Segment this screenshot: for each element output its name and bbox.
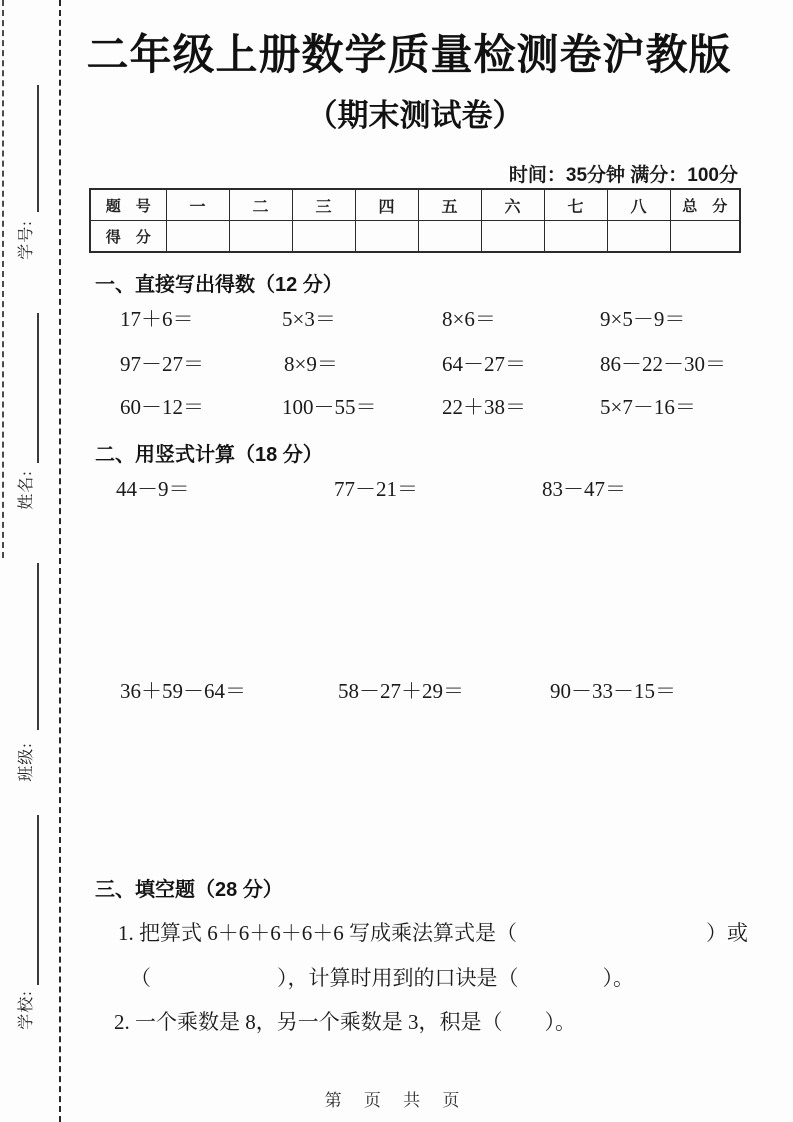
equation: 97－27＝ xyxy=(120,352,204,376)
column-header: 四 xyxy=(355,189,418,221)
student-id-label: 学号: xyxy=(18,220,35,260)
score-obtained-label: 得 分 xyxy=(90,221,166,253)
equation: 9×5－9＝ xyxy=(600,307,686,331)
column-header: 一 xyxy=(166,189,229,221)
page-footer: 第 页 共 页 xyxy=(324,1091,469,1110)
student-id-blank-line xyxy=(37,85,39,212)
column-header: 三 xyxy=(292,189,355,221)
question-number-label: 题 号 xyxy=(90,189,166,221)
equation: 22＋38＝ xyxy=(442,395,526,419)
section1-row2 xyxy=(90,348,750,378)
total-score-header: 总 分 xyxy=(670,189,740,221)
score-cell-empty xyxy=(607,221,670,253)
score-cell-empty xyxy=(229,221,292,253)
score-table-score-row xyxy=(90,221,740,253)
section2-heading: 二、用竖式计算（18 分） xyxy=(95,444,323,466)
equation: 8×6＝ xyxy=(442,307,496,331)
column-header: 七 xyxy=(544,189,607,221)
class-blank-line xyxy=(37,563,39,730)
equation: 8×9＝ xyxy=(284,352,338,376)
fill-in-question-1-line-2: （ ），计算时用到的口诀是（ ）。 xyxy=(130,966,634,990)
school-blank-line xyxy=(37,815,39,985)
equation: 77－21＝ xyxy=(334,477,418,501)
name-label: 姓名: xyxy=(18,470,35,510)
equation: 58－27＋29＝ xyxy=(338,679,464,703)
page-title: 二年级上册数学质量检测卷沪教版 xyxy=(86,31,732,78)
school-label: 学校: xyxy=(18,990,35,1030)
score-table xyxy=(89,188,741,253)
equation: 5×7－16＝ xyxy=(600,395,696,419)
score-cell-empty xyxy=(670,221,740,253)
equation: 100－55＝ xyxy=(282,395,377,419)
equation: 36＋59－64＝ xyxy=(120,679,246,703)
equation: 64－27＝ xyxy=(442,352,526,376)
score-table-header-row xyxy=(90,189,740,221)
score-cell-empty xyxy=(481,221,544,253)
section1-heading: 一、直接写出得数（12 分） xyxy=(95,274,343,296)
equation: 44－9＝ xyxy=(116,477,190,501)
column-header: 二 xyxy=(229,189,292,221)
score-cell-empty xyxy=(292,221,355,253)
time-and-score-info: 时间：35分钟 满分：100分 xyxy=(508,165,738,186)
section1-row3 xyxy=(90,391,750,421)
class-label: 班级: xyxy=(18,742,35,782)
equation: 60－12＝ xyxy=(120,395,204,419)
section2-row2 xyxy=(90,675,750,705)
section1-row1 xyxy=(90,303,750,333)
fill-in-question-2: 2. 一个乘数是 8，另一个乘数是 3，积是（ ）。 xyxy=(114,1010,576,1034)
section3-heading: 三、填空题（28 分） xyxy=(95,879,283,901)
fill-in-question-1-line-1: 1. 把算式 6＋6＋6＋6＋6 写成乘法算式是（ ）或 xyxy=(118,921,748,945)
column-header: 六 xyxy=(481,189,544,221)
score-cell-empty xyxy=(418,221,481,253)
score-cell-empty xyxy=(544,221,607,253)
score-cell-empty xyxy=(355,221,418,253)
equation: 83－47＝ xyxy=(542,477,626,501)
page-subtitle: （期末测试卷） xyxy=(306,98,524,133)
binding-dashed-line xyxy=(59,0,61,1122)
score-cell-empty xyxy=(166,221,229,253)
page-edge-dashed-line xyxy=(2,0,4,558)
equation: 86－22－30＝ xyxy=(600,352,726,376)
column-header: 五 xyxy=(418,189,481,221)
equation: 17＋6＝ xyxy=(120,307,194,331)
equation: 90－33－15＝ xyxy=(550,679,676,703)
name-blank-line xyxy=(37,313,39,463)
equation: 5×3＝ xyxy=(282,307,336,331)
section2-row1 xyxy=(90,473,750,503)
column-header: 八 xyxy=(607,189,670,221)
